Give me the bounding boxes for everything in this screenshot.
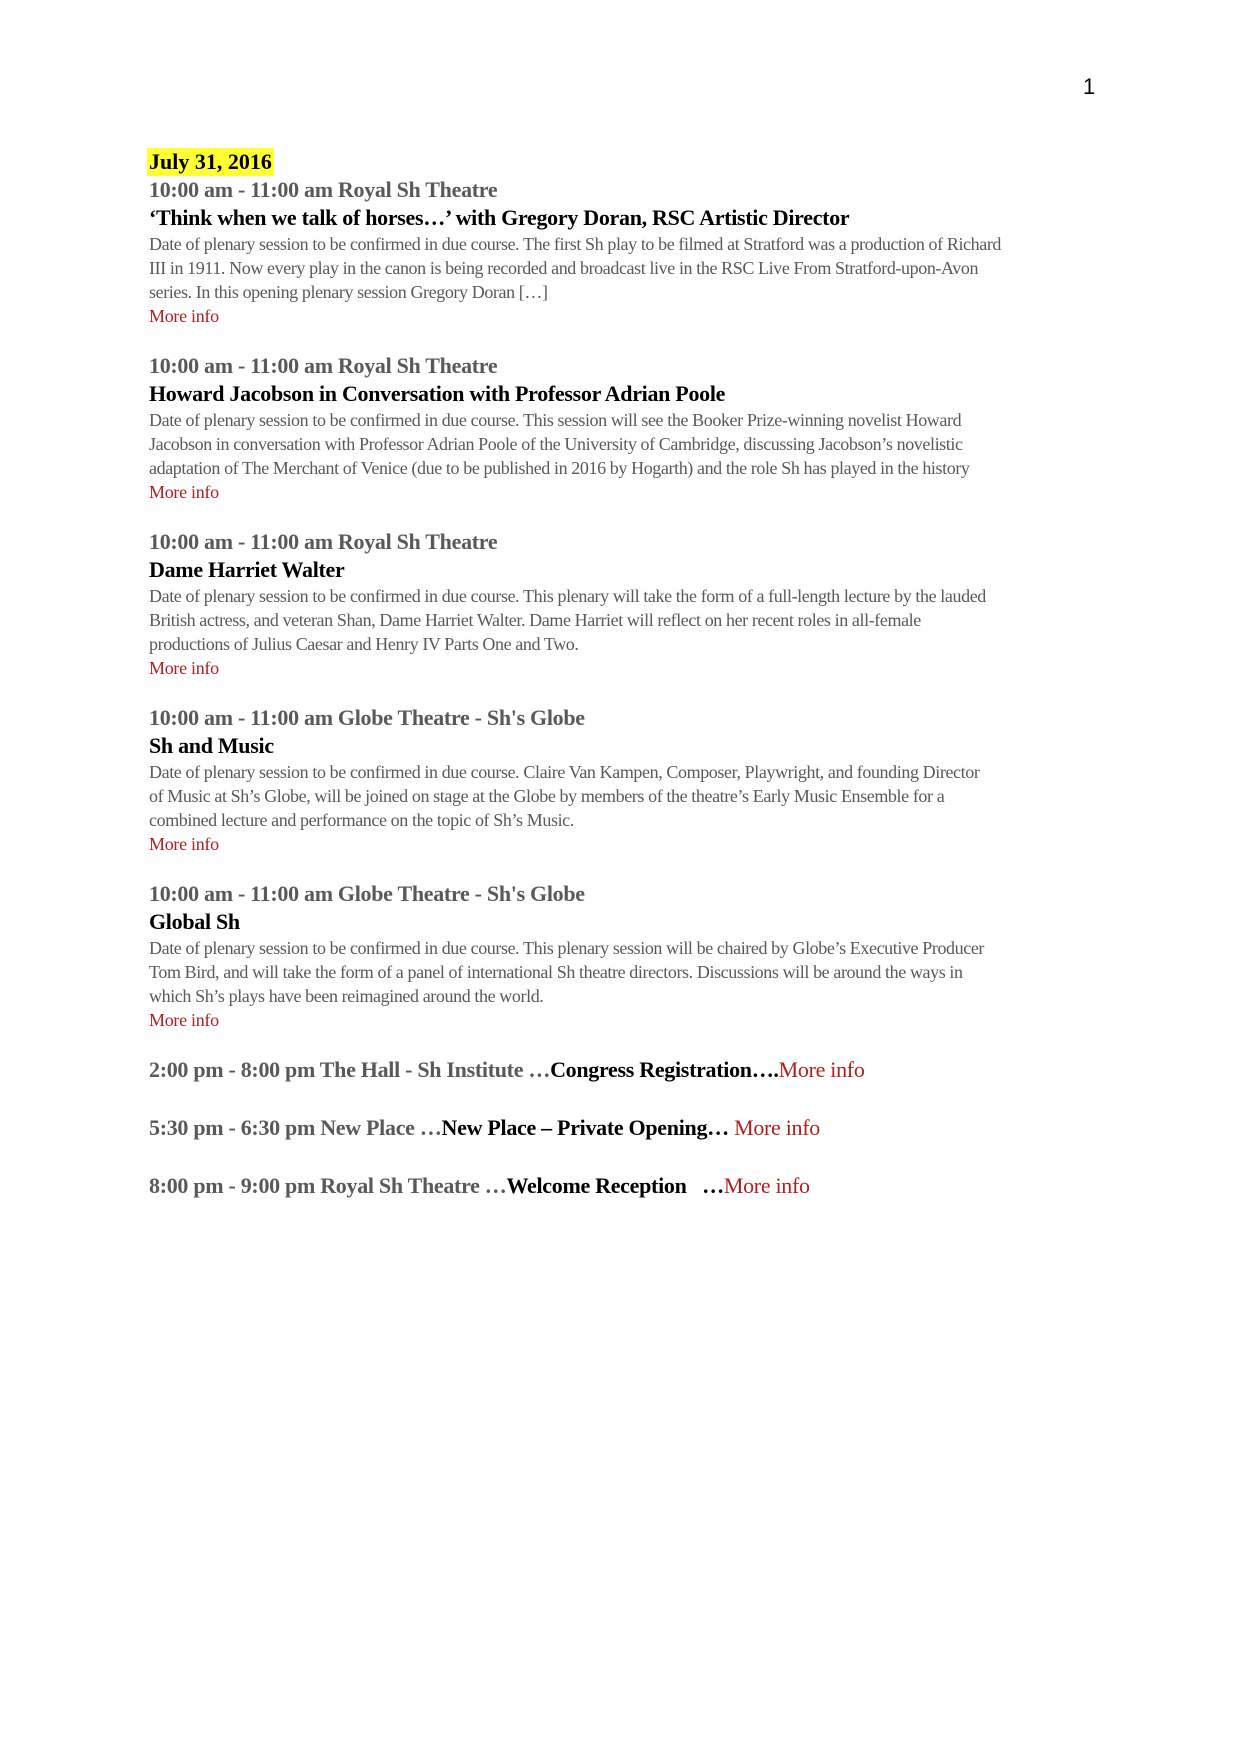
schedule [149,148,1109,1230]
event-description [149,936,1109,1008]
more-info-link[interactable]: More info [149,482,219,502]
event-4 [149,704,1109,856]
event-time: 10:00 am - 11:00 am Globe Theatre - Sh's Globe [149,881,585,906]
event-description [149,232,1109,304]
event-description [149,760,1109,832]
description-line: adaptation of The Merchant of Venice (due to be published in 2016 by Hogarth) and the role Sh has played in the history [149,458,970,478]
event-3 [149,528,1109,680]
more-info-link[interactable]: More info [734,1115,820,1140]
description-line: Jacobson in conversation with Professor Adrian Poole of the University of Cambridge, discussing Jacobson’s novelistic [149,434,963,454]
description-line: combined lecture and performance on the topic of Sh’s Music. [149,810,574,830]
description-line: series. In this opening plenary session Gregory Doran […] [149,282,548,302]
page-number: 1 [1083,74,1096,99]
description-line: of Music at Sh’s Globe, will be joined on stage at the Globe by members of the theatre’s Early Music Ensemble for a [149,786,945,806]
event-time: 10:00 am - 11:00 am Royal Sh Theatre [149,177,498,202]
event-time: 10:00 am - 11:00 am Royal Sh Theatre [149,353,498,378]
description-line: British actress, and veteran Shan, Dame Harriet Walter. Dame Harriet will reflect on her recent roles in all-female [149,610,921,630]
event-5 [149,880,1109,1032]
short-event-time: 8:00 pm - 9:00 pm Royal Sh Theatre … [149,1173,507,1198]
more-info-link[interactable]: More info [723,1173,810,1198]
short-event-registration [149,1056,1109,1084]
event-title: Howard Jacobson in Conversation with Professor Adrian Poole [149,381,726,406]
description-line: Tom Bird, and will take the form of a panel of international Sh theatre directors. Discussions will be around the ways in [149,962,963,982]
short-event-name: Congress Registration…. [550,1057,779,1082]
event-description [149,584,1109,656]
event-time: 10:00 am - 11:00 am Royal Sh Theatre [149,529,498,554]
more-info-link[interactable]: More info [149,834,219,854]
event-title: Dame Harriet Walter [149,557,345,582]
event-title: Global Sh [149,909,240,934]
description-line: Date of plenary session to be confirmed in due course. The first Sh play to be filmed at Stratford was a production of Richard [149,234,1002,254]
description-line: which Sh’s plays have been reimagined around the world. [149,986,544,1006]
short-event-time: 2:00 pm - 8:00 pm The Hall - Sh Institute … [149,1057,551,1082]
event-title: ‘Think when we talk of horses…’ with Gregory Doran, RSC Artistic Director [149,205,850,230]
short-event-time: 5:30 pm - 6:30 pm New Place … [149,1115,442,1140]
more-info-link[interactable]: More info [149,658,219,678]
more-info-link[interactable]: More info [149,1010,219,1030]
description-line: III in 1911. Now every play in the canon is being recorded and broadcast live in the RSC Live From Stratford-upon-Avon [149,258,979,278]
more-info-link[interactable]: More info [778,1057,865,1082]
event-2 [149,352,1109,504]
event-time: 10:00 am - 11:00 am Globe Theatre - Sh's Globe [149,705,585,730]
short-event-name: New Place – Private Opening… [441,1115,735,1140]
short-event-welcome [149,1172,1109,1200]
short-event-name: Welcome Reception … [506,1173,724,1198]
description-line: Date of plenary session to be confirmed in due course. This plenary session will be chaired by Globe’s Executive Producer [149,938,985,958]
short-event-new-place [149,1114,1109,1142]
event-title: Sh and Music [149,733,274,758]
date-highlight: July 31, 2016 [149,149,272,174]
more-info-link[interactable]: More info [149,306,219,326]
description-line: Date of plenary session to be confirmed in due course. Claire Van Kampen, Composer, Playwright, and founding Director [149,762,980,782]
description-line: productions of Julius Caesar and Henry IV Parts One and Two. [149,634,579,654]
date-heading [149,148,1109,176]
description-line: Date of plenary session to be confirmed in due course. This session will see the Booker Prize-winning novelist Howard [149,410,962,430]
description-line: Date of plenary session to be confirmed in due course. This plenary will take the form of a full-length lecture by the lauded [149,586,986,606]
event-description [149,408,1109,480]
event-1 [149,176,1109,328]
